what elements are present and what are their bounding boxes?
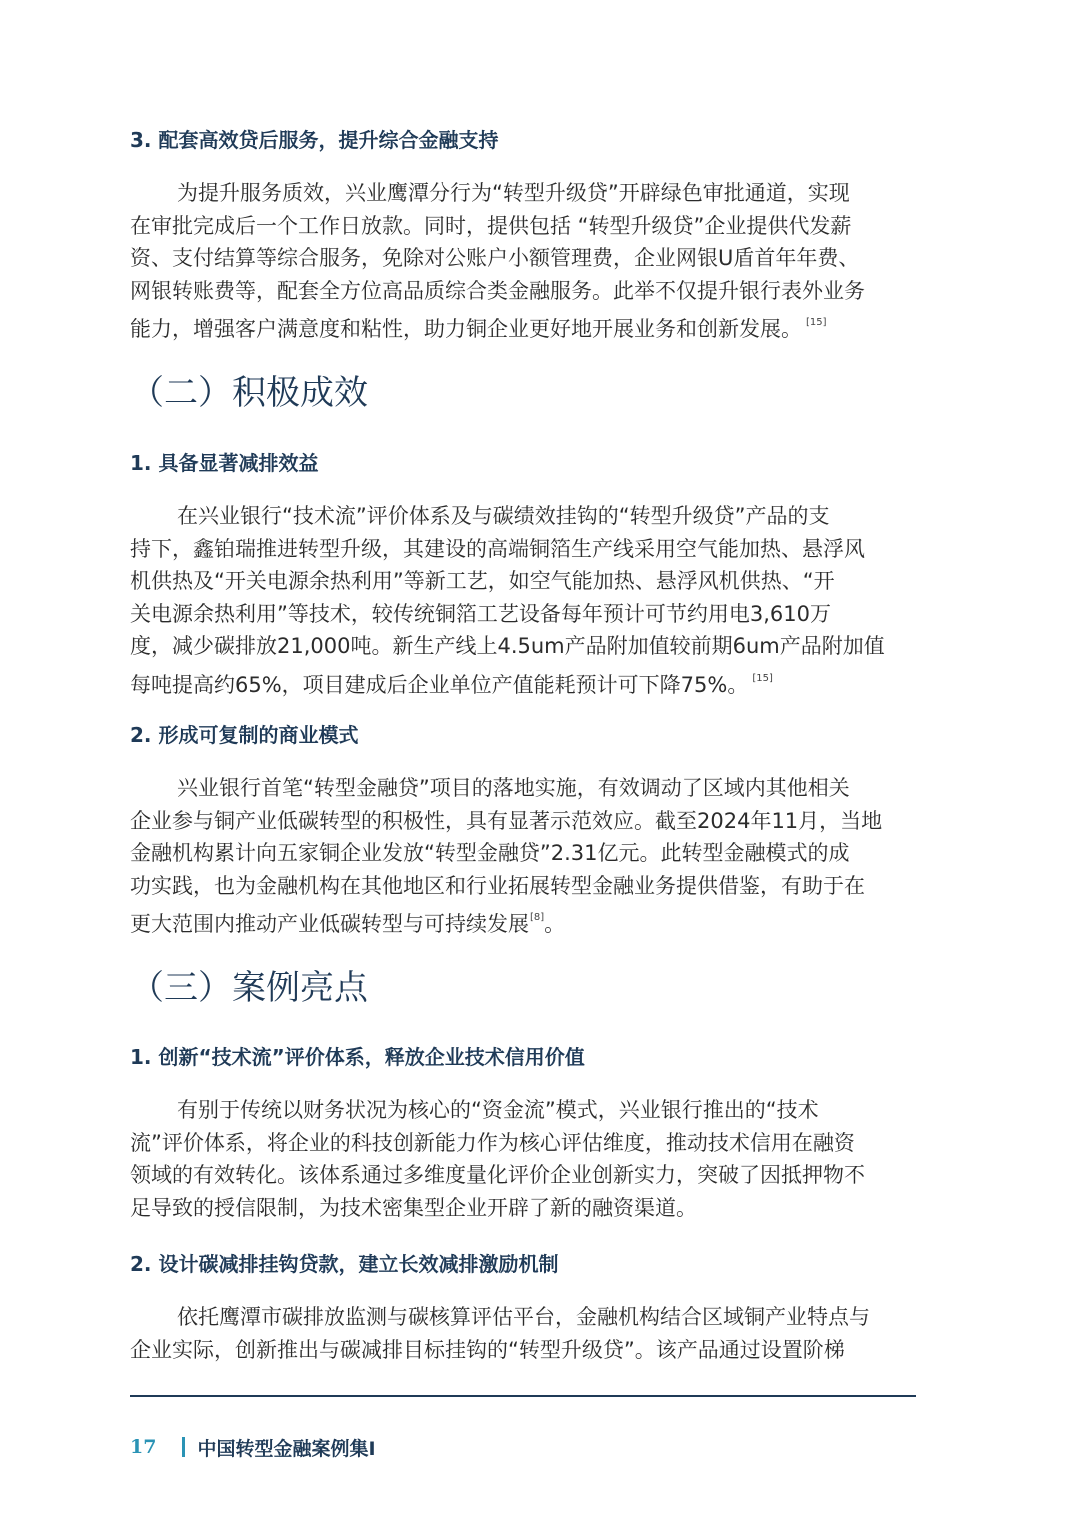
section-heading-post-loan-service: 3. 配套高效贷后服务，提升综合金融支持 (130, 128, 499, 152)
paragraph-line: 关电源余热利用”等技术，较传统铜箔工艺设备每年预计可节约用电3,610万 (130, 601, 831, 626)
paragraph-line: 兴业银行首笔“转型金融贷”项目的落地实施，有效调动了区域内其他相关 (177, 776, 850, 800)
book-title: 中国转型金融案例集I (197, 1437, 376, 1460)
citation-ref: [15] (752, 672, 773, 684)
paragraph-line: 领域的有效转化。该体系通过多维度量化评价企业创新实力，突破了因抵押物不 (130, 1163, 865, 1188)
section-heading-business-model: 2. 形成可复制的商业模式 (130, 723, 359, 747)
section-heading-carbon-linked-loan: 2. 设计碳减排挂钩贷款，建立长效减排激励机制 (130, 1252, 559, 1276)
paragraph-line: 每吨提高约65%，项目建成后企业单位产值能耗预计可下降75%。 (130, 672, 749, 697)
paragraph-line: 流”评价体系，将企业的科技创新能力作为核心评估维度，推动技术信用在融资 (130, 1130, 855, 1155)
paragraph-line: 为提升服务质效，兴业鹰潭分行为“转型升级贷”开辟绿色审批通道，实现 (177, 181, 850, 205)
paragraph-line: 依托鹰潭市碳排放监测与碳核算评估平台，金融机构结合区域铜产业特点与 (177, 1305, 870, 1329)
paragraph-tail: 。 (544, 912, 566, 937)
paragraph-line: 网银转账费等，配套全方位高品质综合类金融服务。此举不仅提升银行表外业务 (130, 278, 865, 303)
paragraph-line: 度，减少碳排放21,000吨。新生产线上4.5um产品附加值较前期6um产品附加值 (130, 634, 885, 659)
paragraph-line: 更大范围内推动产业低碳转型与可持续发展 (130, 912, 529, 937)
citation-ref: [15] (806, 317, 827, 329)
paragraph-line: 机供热及“开关电源余热利用”等新工艺，如空气能加热、悬浮风机供热、“开 (130, 569, 835, 594)
paragraph-tech-flow (130, 1094, 916, 1224)
paragraph-line: 足导致的授信限制，为技术密集型企业开辟了新的融资渠道。 (130, 1195, 697, 1220)
section-heading-emission-reduction: 1. 具备显著减排效益 (130, 451, 319, 475)
paragraph-line: 有别于传统以财务状况为核心的“资金流”模式，兴业银行推出的“技术 (177, 1098, 819, 1122)
paragraph-line: 持下，鑫铂瑞推进转型升级，其建设的高端铜箔生产线采用空气能加热、悬浮风 (130, 536, 865, 561)
paragraph-line: 功实践，也为金融机构在其他地区和行业拓展转型金融业务提供借鉴，有助于在 (130, 873, 865, 898)
paragraph-line: 在审批完成后一个工作日放款。同时，提供包括 “转型升级贷”企业提供代发薪 (130, 213, 852, 238)
section-heading-tech-flow: 1. 创新“技术流”评价体系，释放企业技术信用价值 (130, 1045, 585, 1069)
page-footer (130, 1432, 376, 1462)
paragraph-line: 金融机构累计向五家铜企业发放“转型金融贷”2.31亿元。此转型金融模式的成 (130, 841, 850, 866)
section-title-highlights: （三）案例亮点 (130, 968, 368, 1008)
citation-ref: [8] (530, 912, 545, 924)
section-title-results: （二）积极成效 (130, 373, 368, 413)
paragraph-line: 能力，增强客户满意度和粘性，助力铜企业更好地开展业务和创新发展。 (130, 317, 802, 342)
paragraph-line: 资、支付结算等综合服务，免除对公账户小额管理费，企业网银U盾首年年费、 (130, 246, 860, 271)
paragraph-line: 企业实际，创新推出与碳减排目标挂钩的“转型升级贷”。该产品通过设置阶梯 (130, 1337, 845, 1362)
footer-divider (130, 1395, 916, 1397)
footer-separator (182, 1437, 185, 1457)
paragraph-emission-reduction (130, 500, 916, 702)
paragraph-line: 在兴业银行“技术流”评价体系及与碳绩效挂钩的“转型升级贷”产品的支 (177, 504, 830, 528)
paragraph-line: 企业参与铜产业低碳转型的积极性，具有显著示范效应。截至2024年11月，当地 (130, 808, 883, 833)
page-number: 17 (130, 1436, 157, 1458)
paragraph-post-loan-service (130, 177, 916, 346)
paragraph-carbon-linked-loan (130, 1301, 916, 1366)
paragraph-business-model (130, 772, 916, 941)
